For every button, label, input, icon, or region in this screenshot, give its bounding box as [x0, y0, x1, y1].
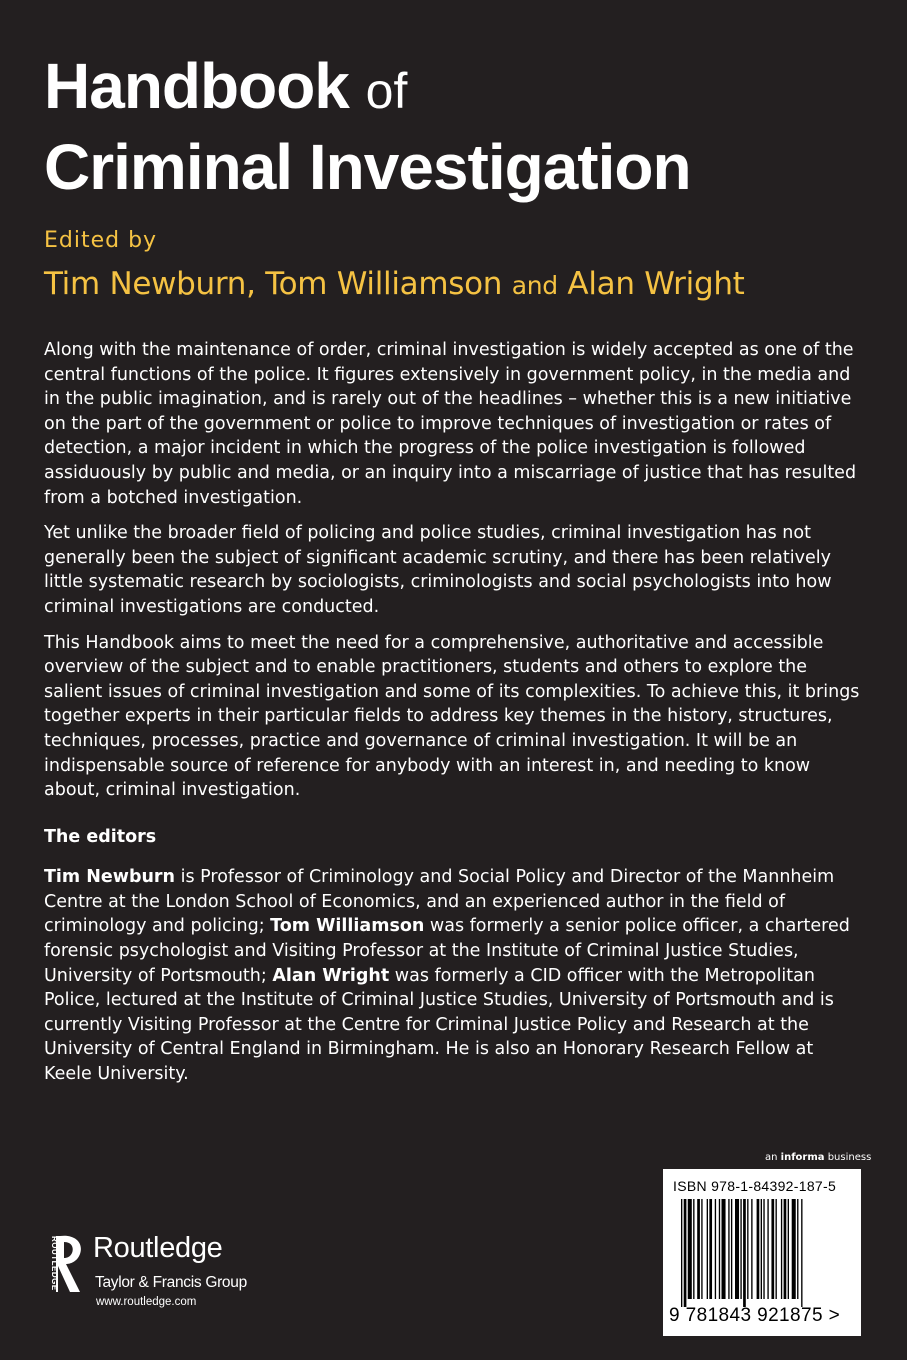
editor-name-1: Tim Newburn, [44, 266, 256, 302]
isbn-barcode [663, 1169, 861, 1336]
informa-tagline [765, 1152, 871, 1163]
barcode-digits: 9 781843 921875 > [669, 1305, 841, 1326]
bio-text-williamson: was formerly a senior police officer, a chartered forensic psychologist and Visiting Professor at the Institute of Criminal Justice Studies, University of Portsmouth; [44, 916, 850, 986]
blurb-paragraph-3: This Handbook aims to meet the need for a comprehensive, authoritative and accessible overview of the subject and to enable practitioners, students and others to explore the salient issues of criminal investigation and some of its complexities. To achieve this, it brings together experts in their particular fields to address key themes in the history, structures, techniques, processes, practice and governance of criminal investigation. It will be an indispensable source of reference for anybody with an interest in, and needing to know about, criminal investigation. [44, 632, 860, 801]
bio-text-newburn: is Professor of Criminology and Social Policy and Director of the Mannheim Centre at the London School of Economics, and an experienced author in the field of criminology and policing; [44, 867, 835, 937]
book-title [44, 48, 884, 205]
editors-names [44, 266, 884, 302]
publisher-name: Routledge [93, 1232, 223, 1264]
editor-name-2: Tom Williamson [265, 266, 503, 302]
informa-brand: informa [780, 1152, 825, 1163]
title-of: of [365, 63, 408, 119]
blurb-paragraph-1: Along with the maintenance of order, criminal investigation is widely accepted as one of the central functions of the police. It figures extensively in government policy, in the media and in the public imagination, and is rarely out of the headlines – whether this is a new initiative on the part of the government or police to improve techniques of investigation or rates of detection, a major incident in which the progress of the police investigation is followed assiduously by public and media, or an inquiry into a miscarriage of justice that has resulted from a botched investigation. [44, 340, 857, 508]
publisher-url[interactable]: www.routledge.com [96, 1296, 197, 1308]
bio-name-newburn: Tim Newburn [44, 867, 176, 888]
barcode-icon [681, 1199, 843, 1307]
bio-name-williamson: Tom Williamson [270, 916, 425, 937]
editors-bio [44, 865, 864, 1086]
editors-heading: The editors [44, 826, 157, 847]
informa-tagline-pre: an [765, 1152, 781, 1163]
publisher-group: Taylor & Francis Group [95, 1274, 247, 1291]
editors-and: and [511, 271, 558, 300]
bio-name-wright: Alan Wright [272, 965, 390, 986]
title-criminal-investigation: Criminal Investigation [44, 131, 691, 203]
blurb-paragraph-2: Yet unlike the broader field of policing and police studies, criminal investigation has not generally been the subject of significant academic scrutiny, and there has been relatively little systematic research by sociologists, criminologists and social psychologists into how criminal investigations are conducted. [44, 523, 832, 617]
isbn-number: ISBN 978-1-84392-187-5 [673, 1178, 837, 1194]
informa-tagline-post: business [824, 1152, 872, 1163]
routledge-vertical-wordmark [42, 1236, 59, 1298]
title-handbook: Handbook [44, 50, 349, 122]
edited-by-label: Edited by [44, 228, 158, 253]
svg-text:ROUTLEDGE: ROUTLEDGE [50, 1236, 59, 1291]
back-cover-blurb [44, 338, 864, 1098]
editor-name-3: Alan Wright [567, 266, 745, 302]
bio-text-wright: was formerly a CID officer with the Metropolitan Police, lectured at the Institute of Criminal Justice Studies, University of Portsmouth and is currently Visiting Professor at the Centre for Criminal Justice Policy and Research at the University of Central England in Birmingham. He is also an Honorary Research Fellow at Keele University. [44, 965, 834, 1085]
